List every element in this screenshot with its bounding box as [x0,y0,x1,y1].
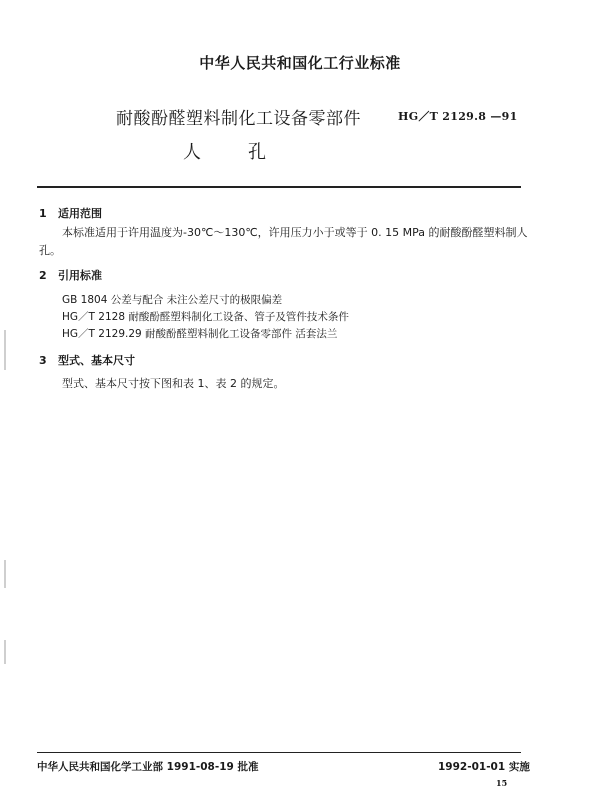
approval-statement: 中华人民共和国化学工业部 1991-08-19 批准 [37,761,259,773]
standard-number: HG／T 2129.8 —91 [398,110,518,123]
section-number: 2 [39,269,47,282]
section-1-paragraph: 本标准适用于许用温度为-30℃～130℃，许用压力小于或等于 0. 15 MPa 的耐酸酚醛塑料制人 [62,226,528,239]
section-3-paragraph: 型式、基本尺寸按下图和表 1、表 2 的规定。 [62,377,285,390]
section-title: 引用标准 [58,269,102,282]
effective-date: 1992-01-01 实施 [438,761,530,773]
page-number: 15 [496,778,508,788]
section-1-heading [39,205,102,221]
scan-margin-mark [4,640,6,664]
section-number: 1 [39,207,47,220]
reference-item: HG／T 2128 耐酸酚醛塑料制化工设备、管子及管件技术条件 [62,311,349,323]
scan-margin-mark [4,330,6,370]
section-title: 型式、基本尺寸 [58,354,135,367]
header-divider [37,186,521,188]
section-3-heading [39,352,135,368]
document-title: 耐酸酚醛塑料制化工设备零部件 [116,109,361,129]
section-1-paragraph-cont: 孔。 [39,244,61,257]
section-2-heading [39,267,102,283]
organization-title: 中华人民共和国化工行业标准 [199,54,401,72]
section-title: 适用范围 [58,207,102,220]
footer-divider [37,752,521,753]
document-subtitle: 人孔 [183,142,313,163]
section-number: 3 [39,354,47,367]
scan-margin-mark [4,560,6,588]
reference-item: HG／T 2129.29 耐酸酚醛塑料制化工设备零部件 活套法兰 [62,328,338,340]
reference-item: GB 1804 公差与配合 未注公差尺寸的极限偏差 [62,294,283,306]
